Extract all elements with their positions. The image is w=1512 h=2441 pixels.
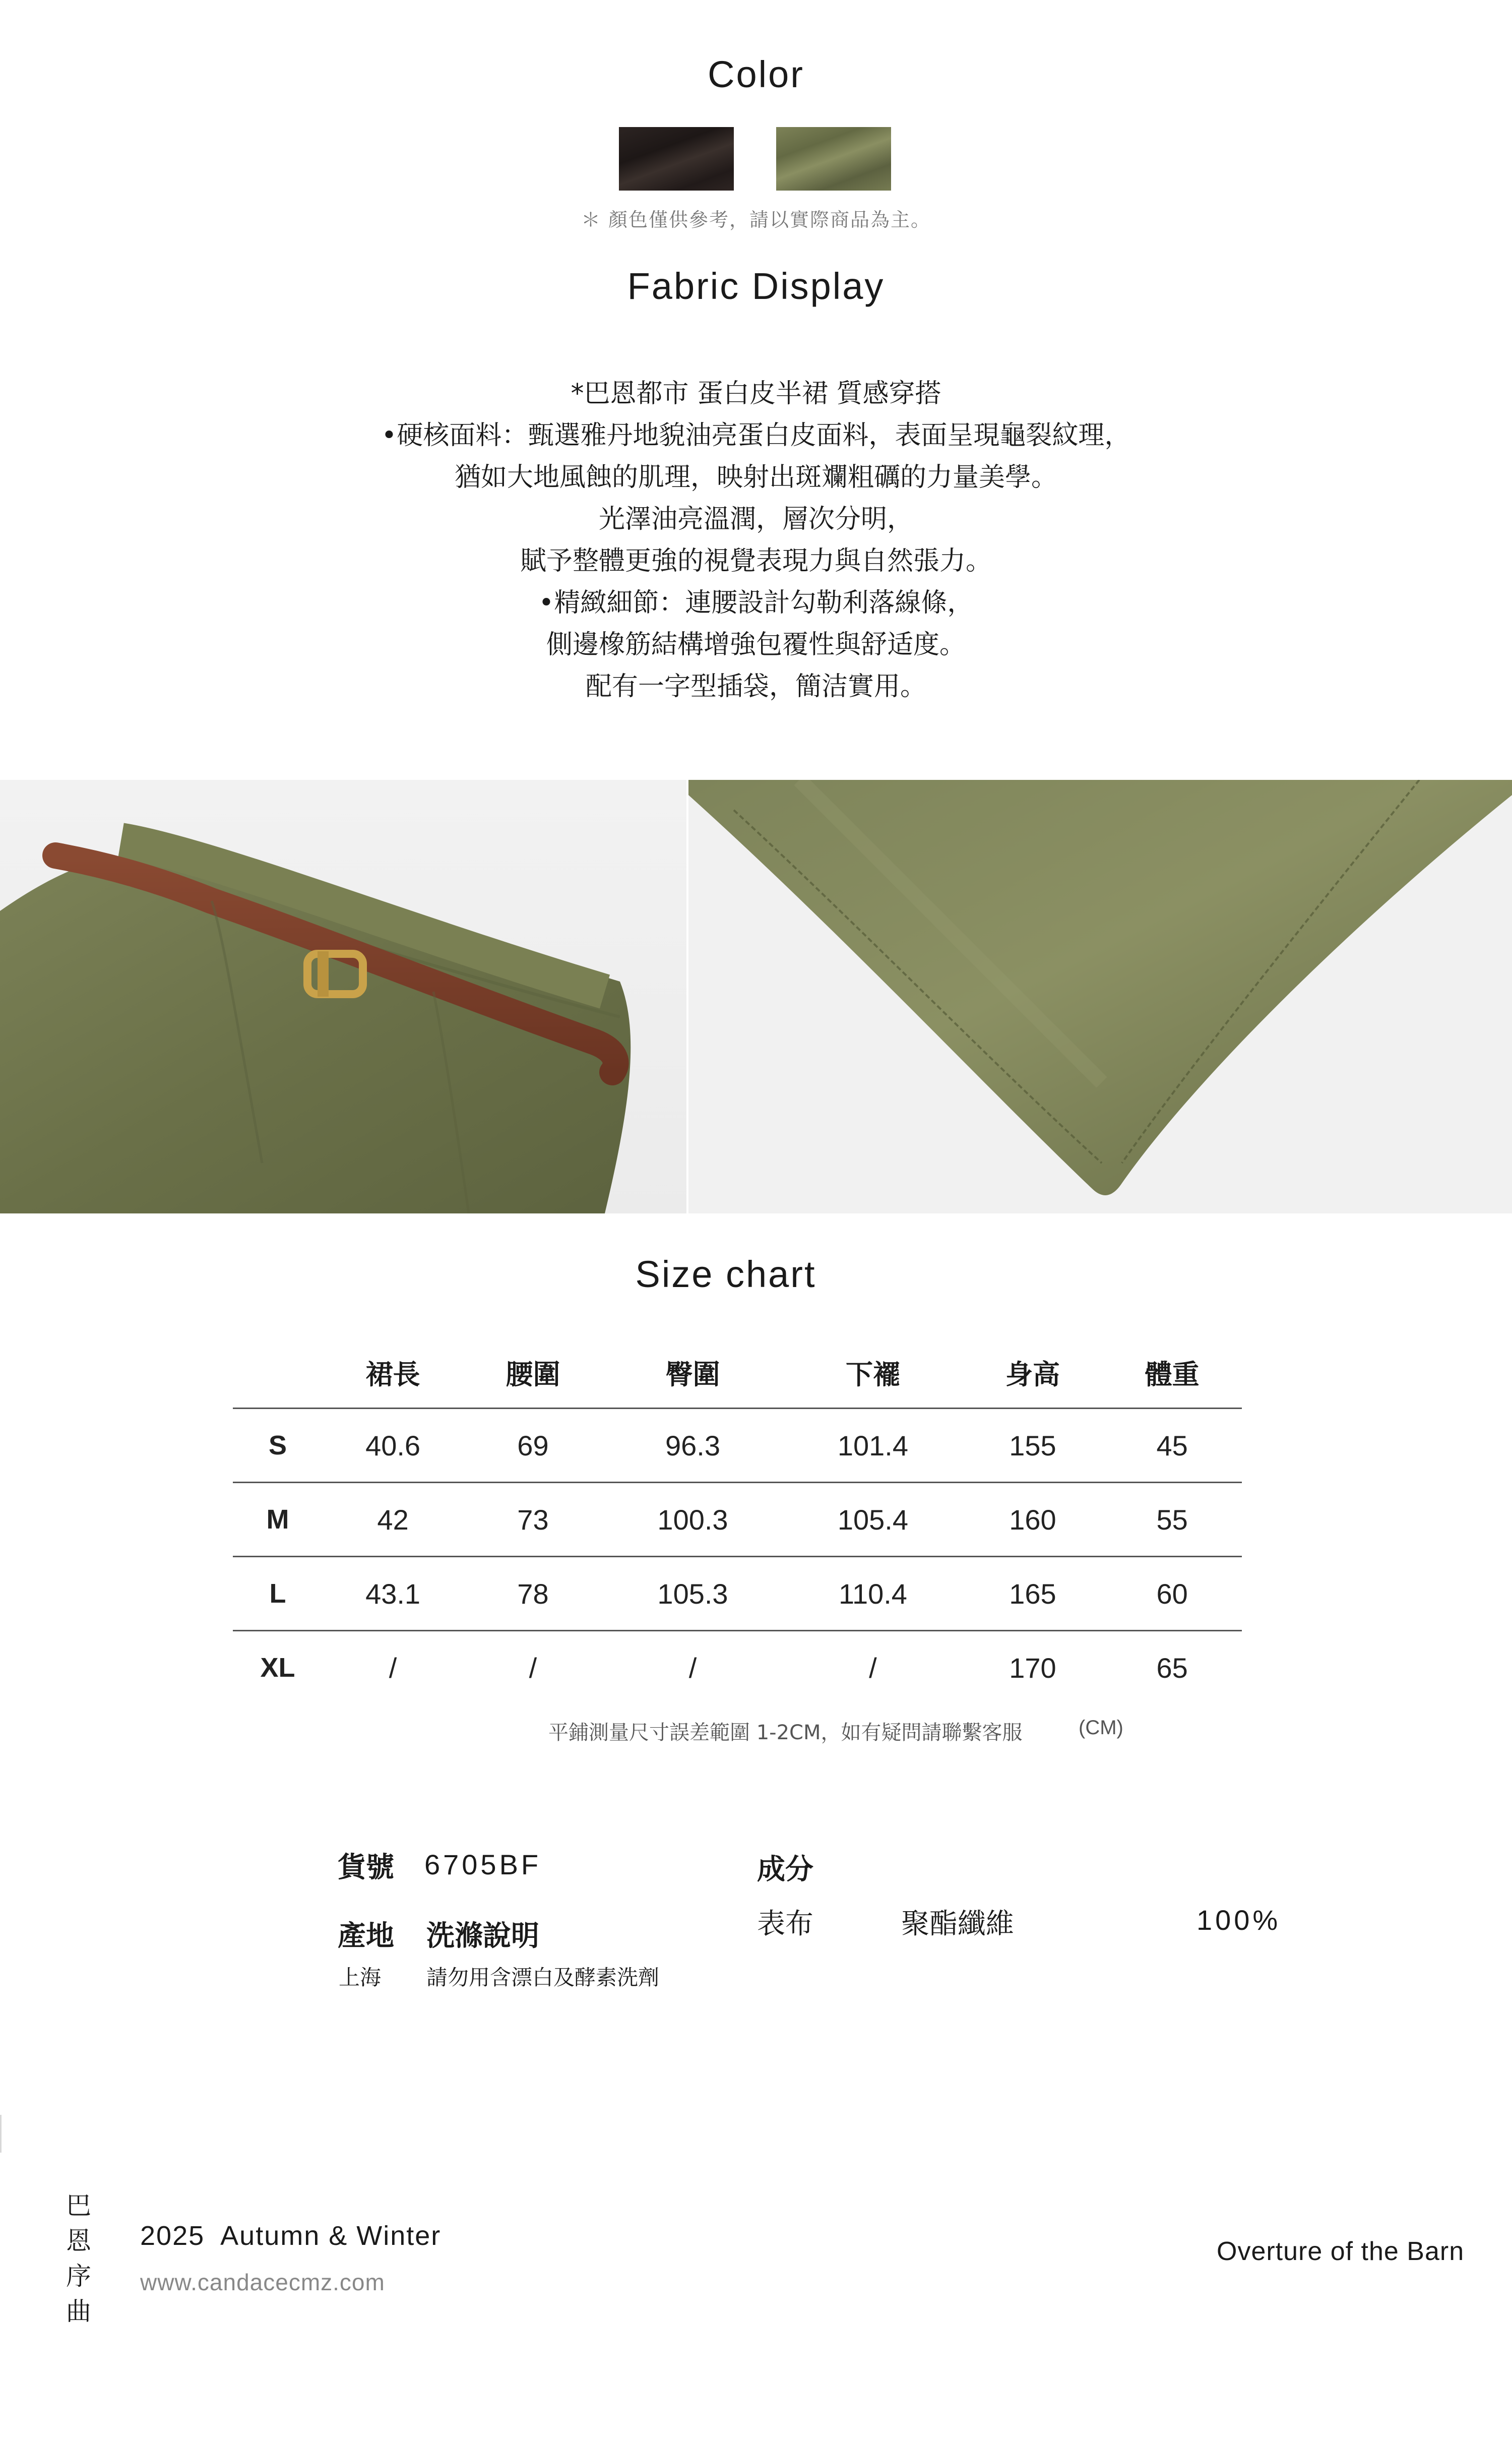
table-header-row — [233, 1337, 1242, 1409]
header-cell: 體重 — [1145, 1358, 1200, 1390]
belt-detail-illustration — [0, 780, 686, 1213]
composition-label: 成分 — [757, 1853, 813, 1886]
desc-line: 猶如大地風蝕的肌理，映射出斑斕粗礪的力量美學。 — [454, 462, 1057, 493]
brand-vertical — [64, 2188, 94, 2329]
size-table — [233, 1337, 1242, 1704]
table-cell: 40.6 — [365, 1429, 421, 1461]
table-cell: / — [529, 1652, 537, 1684]
table-row — [233, 1557, 1242, 1631]
fabric-title: Fabric Display — [627, 265, 885, 307]
brand-char: 恩 — [66, 2226, 91, 2255]
table-cell: / — [869, 1652, 877, 1684]
origin-label: 產地 — [338, 1920, 394, 1952]
color-title: Color — [708, 53, 804, 95]
belt-detail-photo — [0, 780, 686, 1213]
table-cell: 155 — [1009, 1429, 1056, 1461]
header-cell: 下襬 — [845, 1358, 900, 1390]
unit-label: (CM) — [1079, 1717, 1123, 1739]
table-cell: 42 — [377, 1503, 409, 1536]
table-cell: / — [389, 1652, 397, 1684]
desc-line: 側邊橡筋結構增強包覆性與舒适度。 — [546, 630, 966, 660]
brand-tagline: Overture of the Barn — [1217, 2237, 1465, 2266]
table-cell: 105.3 — [657, 1577, 728, 1610]
table-cell: 165 — [1009, 1577, 1056, 1610]
table-cell: 45 — [1156, 1429, 1188, 1461]
table-cell: 60 — [1156, 1577, 1188, 1610]
table-cell: 43.1 — [365, 1577, 421, 1610]
desc-line: •硬核面料：甄選雅丹地貌油亮蛋白皮面料，表面呈現龜裂紋理， — [381, 420, 1131, 451]
website-link[interactable]: www.candacecmz.com — [140, 2269, 385, 2295]
table-cell: 55 — [1156, 1503, 1188, 1536]
table-cell: 110.4 — [838, 1577, 907, 1610]
item-number-value: 6705BF — [424, 1849, 542, 1880]
color-disclaimer: ＊ 顏色僅供參考，請以實際商品為主。 — [581, 209, 931, 231]
size-label: L — [269, 1578, 286, 1609]
composition-part: 表布 — [757, 1908, 813, 1940]
table-row — [233, 1631, 1242, 1704]
wash-instructions-value: 請勿用含漂白及酵素洗劑 — [426, 1965, 660, 1990]
table-cell: 100.3 — [657, 1503, 728, 1536]
header-cell — [233, 1337, 323, 1409]
header-cell: 臀圍 — [665, 1358, 720, 1390]
size-chart-title: Size chart — [635, 1253, 816, 1295]
origin-value: 上海 — [339, 1965, 382, 1990]
item-number-label: 貨號 — [338, 1851, 394, 1884]
hem-detail-photo — [688, 780, 1512, 1213]
brand-char: 序 — [66, 2262, 91, 2291]
brand-char: 曲 — [66, 2297, 91, 2326]
desc-line: *巴恩都市 蛋白皮半裙 質感穿搭 — [571, 379, 941, 409]
table-cell: 160 — [1009, 1503, 1056, 1536]
size-label: M — [266, 1504, 289, 1535]
composition-percentage: 100% — [1196, 1904, 1281, 1936]
table-row — [233, 1409, 1242, 1483]
fabric-description — [0, 373, 1512, 708]
size-label: XL — [260, 1653, 295, 1683]
table-cell: 78 — [517, 1577, 549, 1610]
table-cell: 96.3 — [665, 1429, 720, 1461]
season-label: 2025 Autumn & Winter — [140, 2221, 442, 2251]
table-cell: 105.4 — [837, 1503, 909, 1536]
table-cell: 73 — [517, 1503, 549, 1536]
swatch-dark — [619, 127, 734, 191]
table-cell: 69 — [517, 1429, 549, 1461]
desc-line: 配有一字型插袋，簡洁實用。 — [585, 672, 926, 702]
size-label: S — [268, 1430, 287, 1460]
hem-detail-illustration — [688, 780, 1512, 1213]
left-edge-mark — [0, 2115, 2, 2153]
desc-line: 賦予整體更強的視覺表現力與自然張力。 — [520, 546, 992, 576]
desc-line: 光澤油亮溫潤，層次分明， — [598, 504, 913, 534]
table-cell: 101.4 — [837, 1429, 909, 1461]
wash-instructions-label: 洗滌說明 — [426, 1920, 539, 1952]
table-row — [233, 1483, 1242, 1557]
measurement-note: 平鋪測量尺寸誤差範圍 1-2CM，如有疑問請聯繫客服 — [548, 1721, 1023, 1744]
desc-line: •精緻細節：連腰設計勾勒利落線條， — [538, 588, 974, 618]
header-cell: 身高 — [1005, 1358, 1060, 1390]
header-cell: 腰圍 — [506, 1358, 560, 1390]
table-cell: 170 — [1009, 1652, 1056, 1684]
composition-material: 聚酯纖維 — [901, 1908, 1014, 1940]
brand-char: 巴 — [66, 2191, 91, 2220]
header-cell: 裙長 — [365, 1358, 420, 1390]
table-cell: 65 — [1156, 1652, 1188, 1684]
table-cell: / — [688, 1652, 697, 1684]
swatch-olive — [776, 127, 891, 191]
